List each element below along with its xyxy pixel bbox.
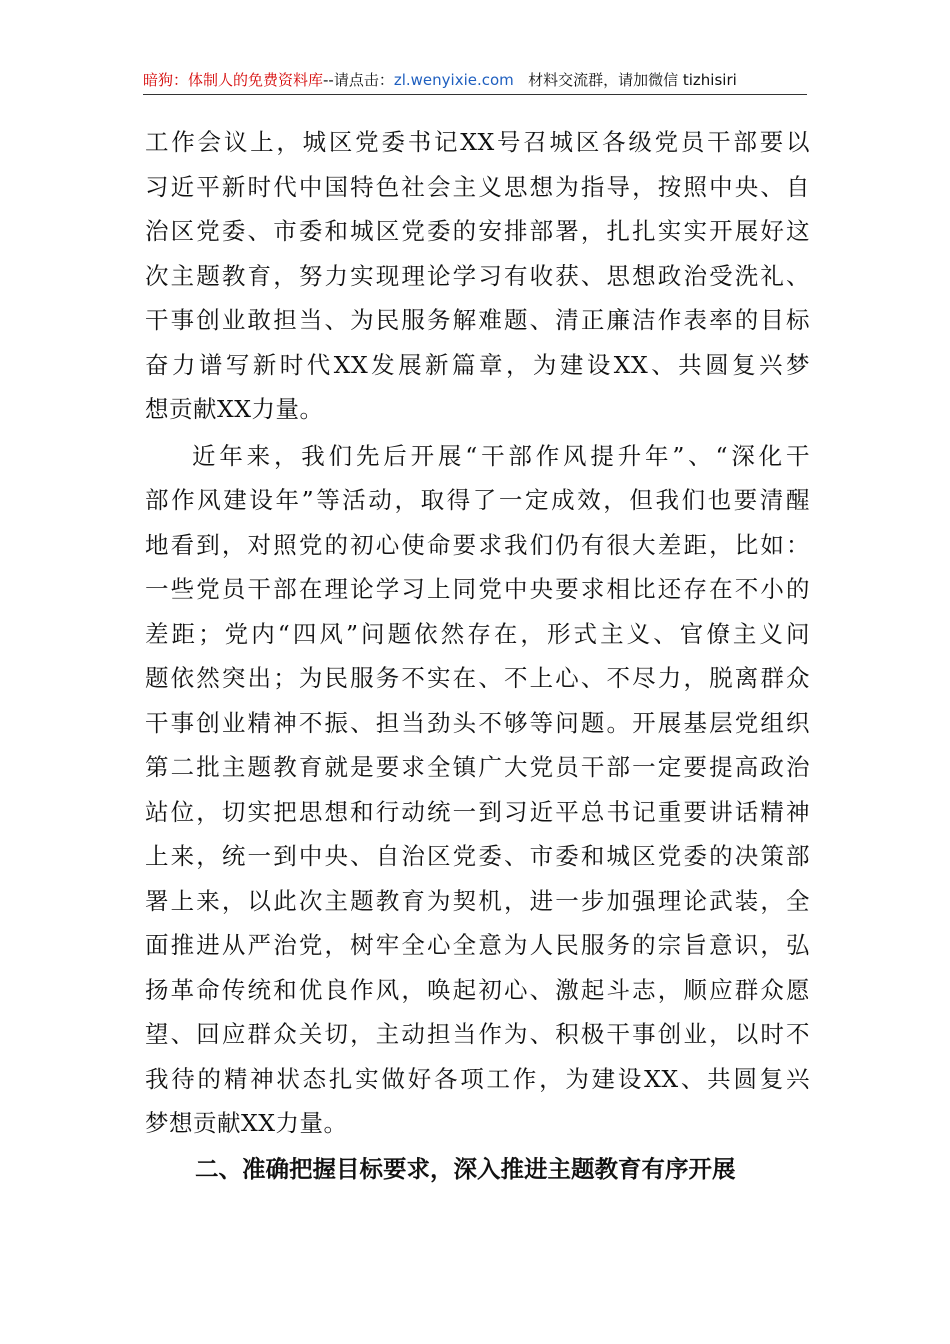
text-line: 习近平新时代中国特色社会主义思想为指导，按照中央、自: [145, 172, 810, 201]
text-line: 部作风建设年”等活动，取得了一定成效，但我们也要清醒: [145, 486, 810, 514]
text-line: 次主题教育，努力实现理论学习有收获、思想政治受洗礼、: [145, 261, 810, 290]
page-header: [143, 68, 807, 95]
text-line: 差距；党内“四风”问题依然存在，形式主义、官僚主义问: [145, 619, 810, 648]
text-line: 第二批主题教育就是要求全镇广大党员干部一定要提高政治: [145, 753, 810, 781]
text-line: 望、回应群众关切，主动担当作为、积极干事创业，以时不: [145, 1020, 810, 1048]
text-line: 站位，切实把思想和行动统一到习近平总书记重要讲话精神: [145, 797, 810, 826]
text-line: 上来，统一到中央、自治区党委、市委和城区党委的决策部: [145, 842, 810, 870]
header-link-prefix: --请点击：: [323, 71, 394, 89]
header-source: 暗狗：体制人的免费资料库: [143, 71, 324, 89]
section-heading: 二、准确把握目标要求，深入推进主题教育有序开展: [195, 1155, 736, 1183]
text-line: 治区党委、市委和城区党委的安排部署，扎扎实实开展好这: [145, 217, 810, 245]
text-line: 工作会议上，城区党委书记XX号召城区各级党员干部要以: [145, 128, 810, 156]
text-line: 干事创业敢担当、为民服务解难题、清正廉洁作表率的目标: [145, 306, 810, 334]
header-link[interactable]: zl.wenyixie.com: [393, 71, 514, 89]
text-line: 近年来，我们先后开展“干部作风提升年”、“深化干: [192, 441, 810, 470]
text-line: 署上来，以此次主题教育为契机，进一步加强理论武装，全: [145, 886, 810, 915]
paragraph-2: [145, 434, 810, 1146]
text-line: 梦想贡献XX力量。: [145, 1109, 348, 1137]
text-line: 奋力谱写新时代XX发展新篇章，为建设XX、共圆复兴梦: [145, 350, 810, 379]
text-line: 面推进从严治党，树牢全心全意为人民服务的宗旨意识，弘: [145, 931, 810, 959]
text-line: 扬革命传统和优良作风，唤起初心、激起斗志，顺应群众愿: [145, 975, 810, 1004]
header-contact: 材料交流群，请加微信 tizhisiri: [528, 71, 737, 89]
text-line: 我待的精神状态扎实做好各项工作，为建设XX、共圆复兴: [145, 1064, 810, 1093]
text-line: 题依然突出；为民服务不实在、不上心、不尽力，脱离群众: [145, 664, 810, 692]
paragraph-1: [145, 120, 810, 432]
text-line: 干事创业精神不振、担当劲头不够等问题。开展基层党组织: [145, 708, 810, 737]
text-line: 一些党员干部在理论学习上同党中央要求相比还存在不小的: [145, 575, 810, 603]
document-body: [145, 120, 810, 1146]
text-line: 想贡献XX力量。: [145, 395, 324, 423]
text-line: 地看到，对照党的初心使命要求我们仍有很大差距，比如：: [145, 530, 810, 559]
